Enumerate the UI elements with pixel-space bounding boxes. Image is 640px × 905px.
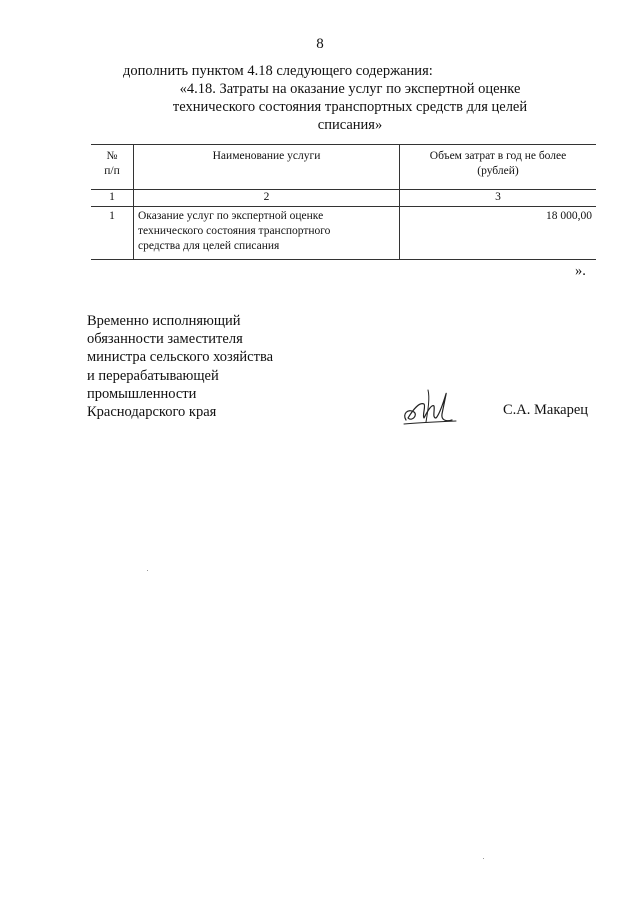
signatory-title <box>87 312 347 421</box>
column-number-cell: 2 <box>134 190 400 207</box>
header-cost-unit: (рублей) <box>477 165 519 177</box>
clause-title-line: списания» <box>317 117 383 133</box>
header-cell-service: Наименование услуги <box>134 145 400 190</box>
cost-cell: 18 000,00 <box>400 207 597 260</box>
column-number-row <box>91 190 596 207</box>
signatory-title-line: промышленности <box>87 385 197 402</box>
scan-speck <box>147 570 148 571</box>
header-cost-label: Объем затрат в год не более <box>429 150 567 162</box>
column-number-cell: 3 <box>400 190 597 207</box>
service-name-line: технического состояния транспортного <box>138 225 331 237</box>
service-name-cell <box>134 207 400 260</box>
service-name-line: средства для целей списания <box>138 240 280 252</box>
signatory-title-line: министра сельского хозяйства <box>87 349 274 366</box>
clause-title-line: технического состояния транспортных средств для целей <box>172 99 528 115</box>
scan-speck <box>483 858 484 859</box>
row-number-cell: 1 <box>91 207 134 260</box>
header-cell-number <box>91 145 134 190</box>
clause-title <box>160 80 540 134</box>
signatory-title-line: обязанности заместителя <box>87 331 243 348</box>
header-number-sublabel: п/п <box>104 165 120 177</box>
services-table <box>91 144 596 260</box>
table-row <box>91 207 596 260</box>
header-number-label: № <box>106 150 118 162</box>
header-cell-cost <box>400 145 597 190</box>
signatory-title-line: Временно исполняющий <box>87 313 241 329</box>
table-header-row <box>91 145 596 190</box>
page-number: 8 <box>316 36 324 52</box>
handwritten-signature <box>400 384 460 430</box>
clause-title-line: «4.18. Затраты на оказание услуг по экспертной оценке <box>179 81 521 97</box>
closing-quote: ». <box>575 263 586 279</box>
service-name-line: Оказание услуг по экспертной оценке <box>138 210 324 222</box>
intro-text: дополнить пунктом 4.18 следующего содержания: <box>123 63 433 79</box>
signatory-name: С.А. Макарец <box>503 402 589 418</box>
column-number-cell: 1 <box>91 190 134 207</box>
signatory-title-line: Краснодарского края <box>87 404 217 421</box>
signatory-title-line: и перерабатывающей <box>87 367 219 384</box>
